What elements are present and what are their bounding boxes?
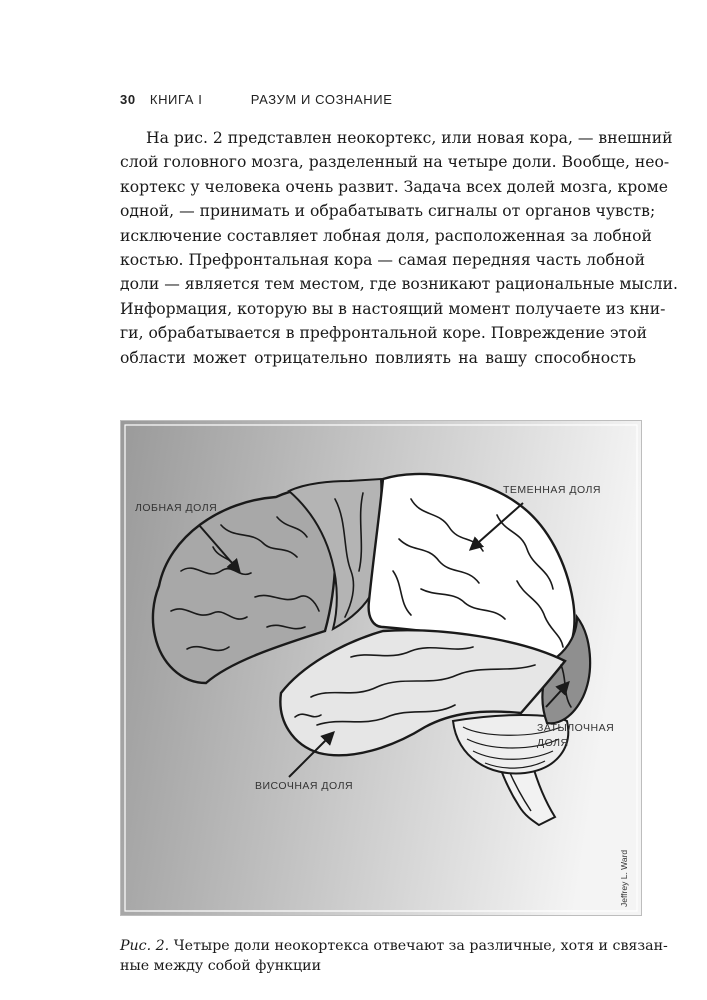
frontal-lobe-label: ЛОБНАЯ ДОЛЯ: [135, 502, 218, 514]
paragraph-line: области может отрицательно повлиять на вашу способность: [120, 348, 636, 367]
brain-figure: [120, 420, 642, 916]
image-credit: Jeffrey L. Ward: [619, 849, 629, 907]
temporal-lobe-label: ВИСОЧНАЯ ДОЛЯ: [255, 780, 354, 792]
book-label: КНИГА I: [149, 92, 203, 107]
section-label: РАЗУМ И СОЗНАНИЕ: [250, 92, 393, 107]
paragraph-line: ги, обрабатывается в префронтальной коре. Повреждение этой: [120, 324, 647, 343]
figure-caption: [120, 936, 668, 976]
caption-figure-label: Рис. 2.: [120, 938, 170, 954]
caption-text-1: Четыре доли неокортекса отвечают за различные, хотя и связан-: [173, 938, 668, 954]
paragraph-line: доли — является тем местом, где возникают рациональные мысли.: [120, 275, 678, 294]
paragraph-line: слой головного мозга, разделенный на четыре доли. Вообще, нео-: [120, 153, 670, 172]
paragraph-line: одной, — принимать и обрабатывать сигналы от органов чувств;: [120, 202, 656, 221]
occipital-lobe-label-line1: ЗАТЫЛОЧНАЯ: [537, 722, 615, 734]
parietal-lobe-label: ТЕМЕННАЯ ДОЛЯ: [503, 484, 601, 496]
brain-illustration: [121, 421, 641, 915]
occipital-lobe-label-line2: ДОЛЯ: [537, 737, 569, 749]
page-number: 30: [120, 92, 136, 107]
running-head: [120, 92, 393, 107]
caption-line-2: ные между собой функции: [120, 958, 322, 974]
body-paragraph: [120, 126, 678, 370]
paragraph-line: На рис. 2 представлен неокортекс, или новая кора, — внешний: [146, 129, 673, 147]
paragraph-line: исключение составляет лобная доля, расположенная за лобной: [120, 226, 652, 245]
paragraph-line: кортекс у человека очень развит. Задача всех долей мозга, кроме: [120, 177, 668, 196]
caption-line-1: [120, 936, 668, 956]
paragraph-line: костью. Префронтальная кора — самая передняя часть лобной: [120, 250, 645, 269]
paragraph-line: Информация, которую вы в настоящий момент получаете из кни-: [120, 299, 666, 318]
